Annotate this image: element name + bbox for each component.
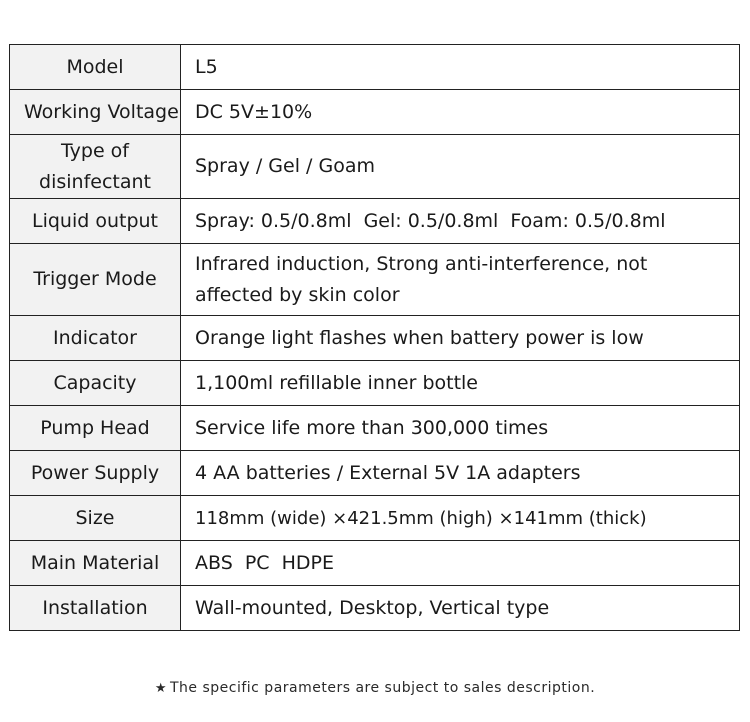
row-value-working-voltage: DC 5V±10%: [181, 90, 740, 135]
row-value-indicator: Orange light flashes when battery power is low: [181, 316, 740, 361]
table-row: [10, 199, 740, 244]
footnote-text: The specific parameters are subject to sales description.: [169, 680, 596, 696]
row-value-model: L5: [181, 45, 740, 90]
row-value-installation: Wall-mounted, Desktop, Vertical type: [181, 586, 740, 631]
row-label-pump-head: Pump Head: [10, 406, 181, 451]
row-label-type-of-disinfectant: Type of disinfectant: [10, 135, 181, 199]
specs-table: [9, 44, 740, 631]
table-row: [10, 406, 740, 451]
table-row: [10, 316, 740, 361]
footnote: [0, 680, 750, 696]
row-value-main-material: ABS PC HDPE: [181, 541, 740, 586]
row-value-pump-head: Service life more than 300,000 times: [181, 406, 740, 451]
row-label-liquid-output: Liquid output: [10, 199, 181, 244]
row-value-capacity: 1,100ml refillable inner bottle: [181, 361, 740, 406]
row-label-size: Size: [10, 496, 181, 541]
table-row: [10, 135, 740, 199]
table-row: [10, 451, 740, 496]
table-row: [10, 496, 740, 541]
row-value-type-of-disinfectant: Spray / Gel / Goam: [181, 135, 740, 199]
row-value-size: 118mm (wide) ×421.5mm (high) ×141mm (thick): [181, 496, 740, 541]
table-row: [10, 244, 740, 316]
row-label-installation: Installation: [10, 586, 181, 631]
table-row: [10, 90, 740, 135]
table-row: [10, 541, 740, 586]
table-row: [10, 361, 740, 406]
row-value-liquid-output: Spray: 0.5/0.8ml Gel: 0.5/0.8ml Foam: 0.5/0.8ml: [181, 199, 740, 244]
row-label-trigger-mode: Trigger Mode: [10, 244, 181, 316]
row-label-capacity: Capacity: [10, 361, 181, 406]
table-row: [10, 586, 740, 631]
row-label-working-voltage: Working Voltage: [10, 90, 181, 135]
row-label-indicator: Indicator: [10, 316, 181, 361]
row-label-power-supply: Power Supply: [10, 451, 181, 496]
row-label-main-material: Main Material: [10, 541, 181, 586]
row-value-power-supply: 4 AA batteries / External 5V 1A adapters: [181, 451, 740, 496]
row-value-trigger-mode: Infrared induction, Strong anti-interference, not affected by skin color: [181, 244, 740, 316]
table-row: [10, 45, 740, 90]
row-label-model: Model: [10, 45, 181, 90]
star-icon: ★: [154, 681, 167, 696]
